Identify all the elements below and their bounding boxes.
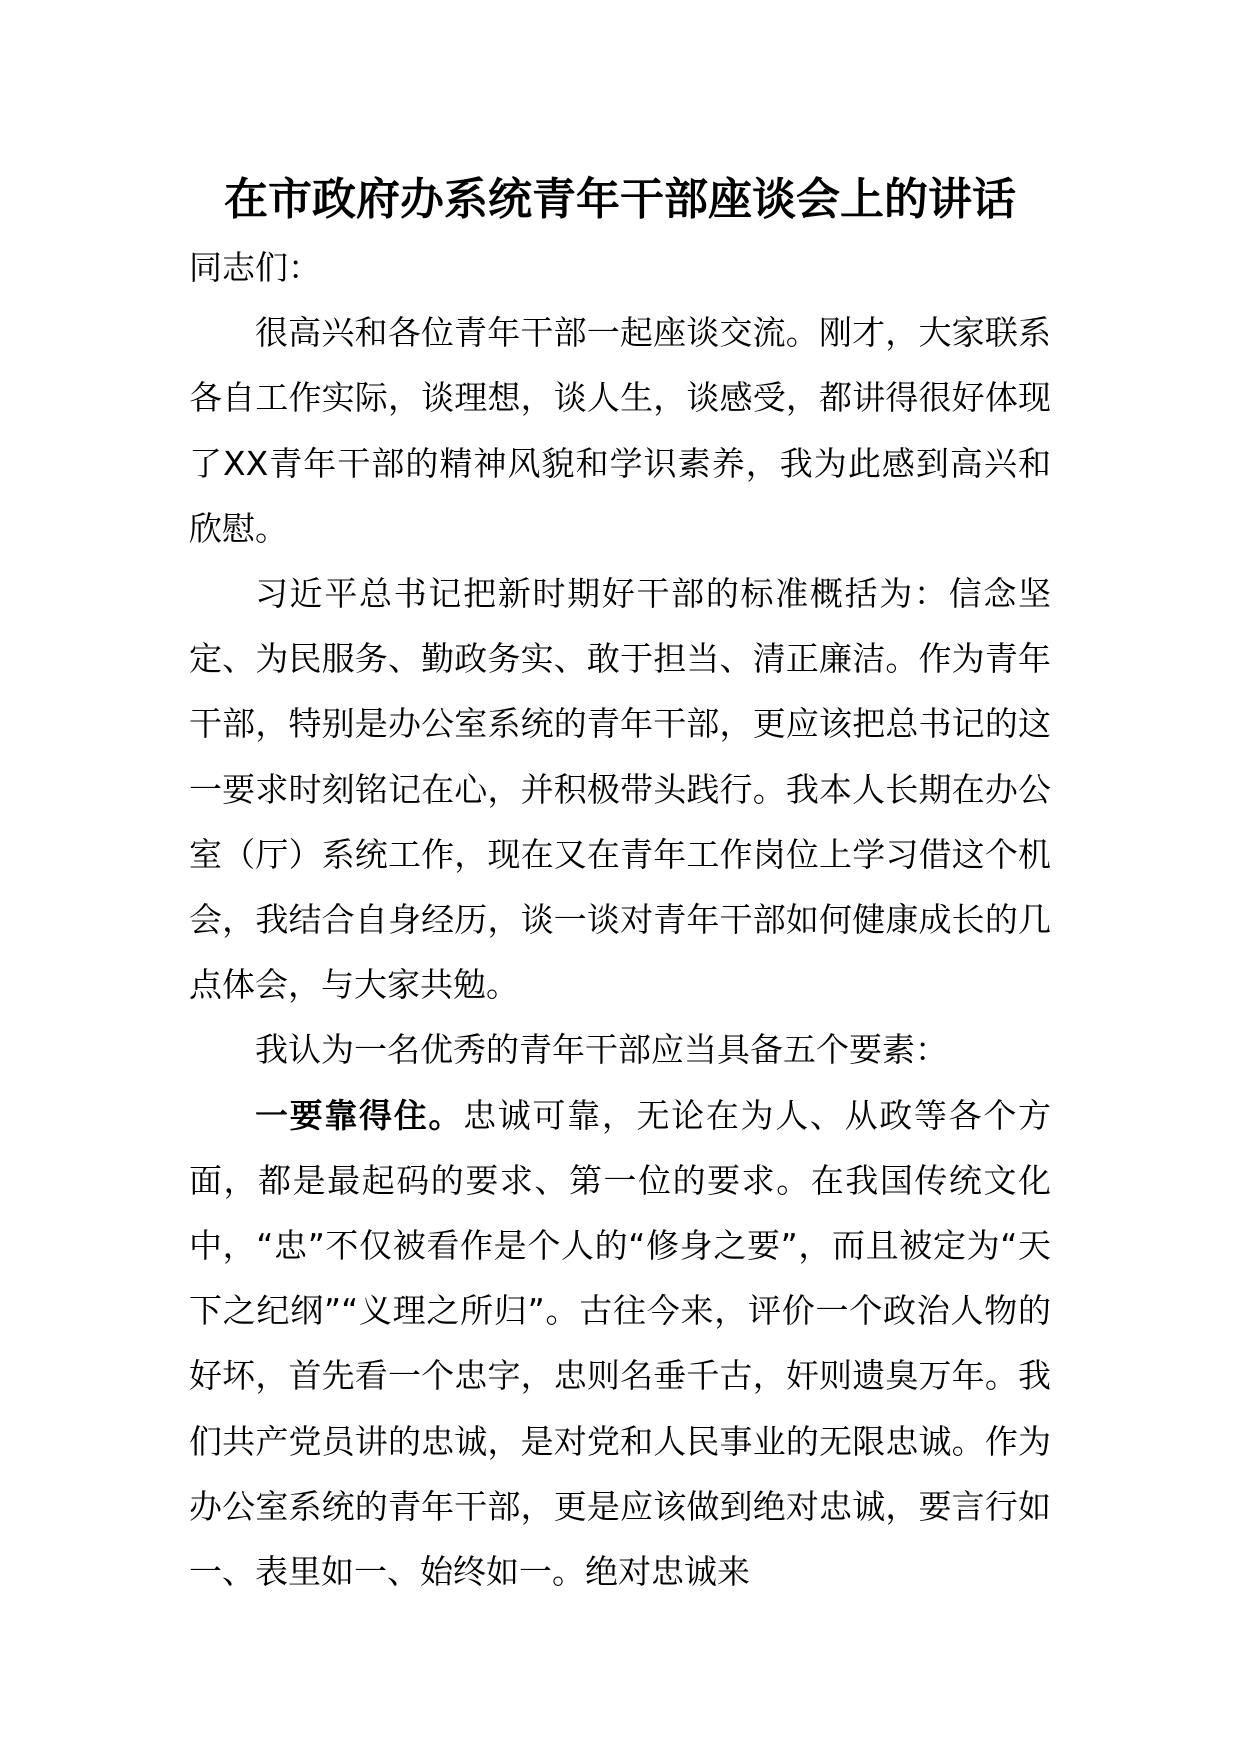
point-one-text: 忠诚可靠，无论在为人、从政等各个方面，都是最起码的要求、第一位的要求。在我国传统文化中，“忠”不仅被看作是个人的“修身之要”，而且被定为“天下之纪纲”“义理之所归”。古往今来，评价一个政治人物的好坏，首先看一个忠字，忠则名垂千古，奸则遗臭万年。我们共产党员讲的忠诚，是对党和人民事业的无限忠诚。作为办公室系统的青年干部，更是应该做到绝对忠诚，要言行如一、表里如一、始终如一。绝对忠诚来 [189,1095,1052,1592]
paragraph-good-cadre-standard: 习近平总书记把新时期好干部的标准概括为：信念坚定、为民服务、勤政务实、敢于担当、清正廉洁。作为青年干部，特别是办公室系统的青年干部，更应该把总书记的这一要求时刻铭记在心，并积极带头践行。我本人长期在办公室（厅）系统工作，现在又在青年工作岗位上学习借这个机会，我结合自身经历，谈一谈对青年干部如何健康成长的几点体会，与大家共勉。 [189,574,1051,1005]
document-title: 在市政府办系统青年干部座谈会上的讲话 [224,174,1016,225]
salutation: 同志们： [189,248,321,287]
document-body [189,235,1051,1604]
paragraph-point-one [189,1083,1051,1605]
paragraph-opening: 很高兴和各位青年干部一起座谈交流。刚才，大家联系各自工作实际，谈理想，谈人生，谈感受，都讲得很好体现了XX青年干部的精神风貌和学识素养，我为此感到高兴和欣慰。 [189,313,1051,548]
point-one-heading: 一要靠得住。 [255,1095,464,1135]
paragraph-five-elements: 我认为一名优秀的青年干部应当具备五个要素： [255,1030,948,1070]
